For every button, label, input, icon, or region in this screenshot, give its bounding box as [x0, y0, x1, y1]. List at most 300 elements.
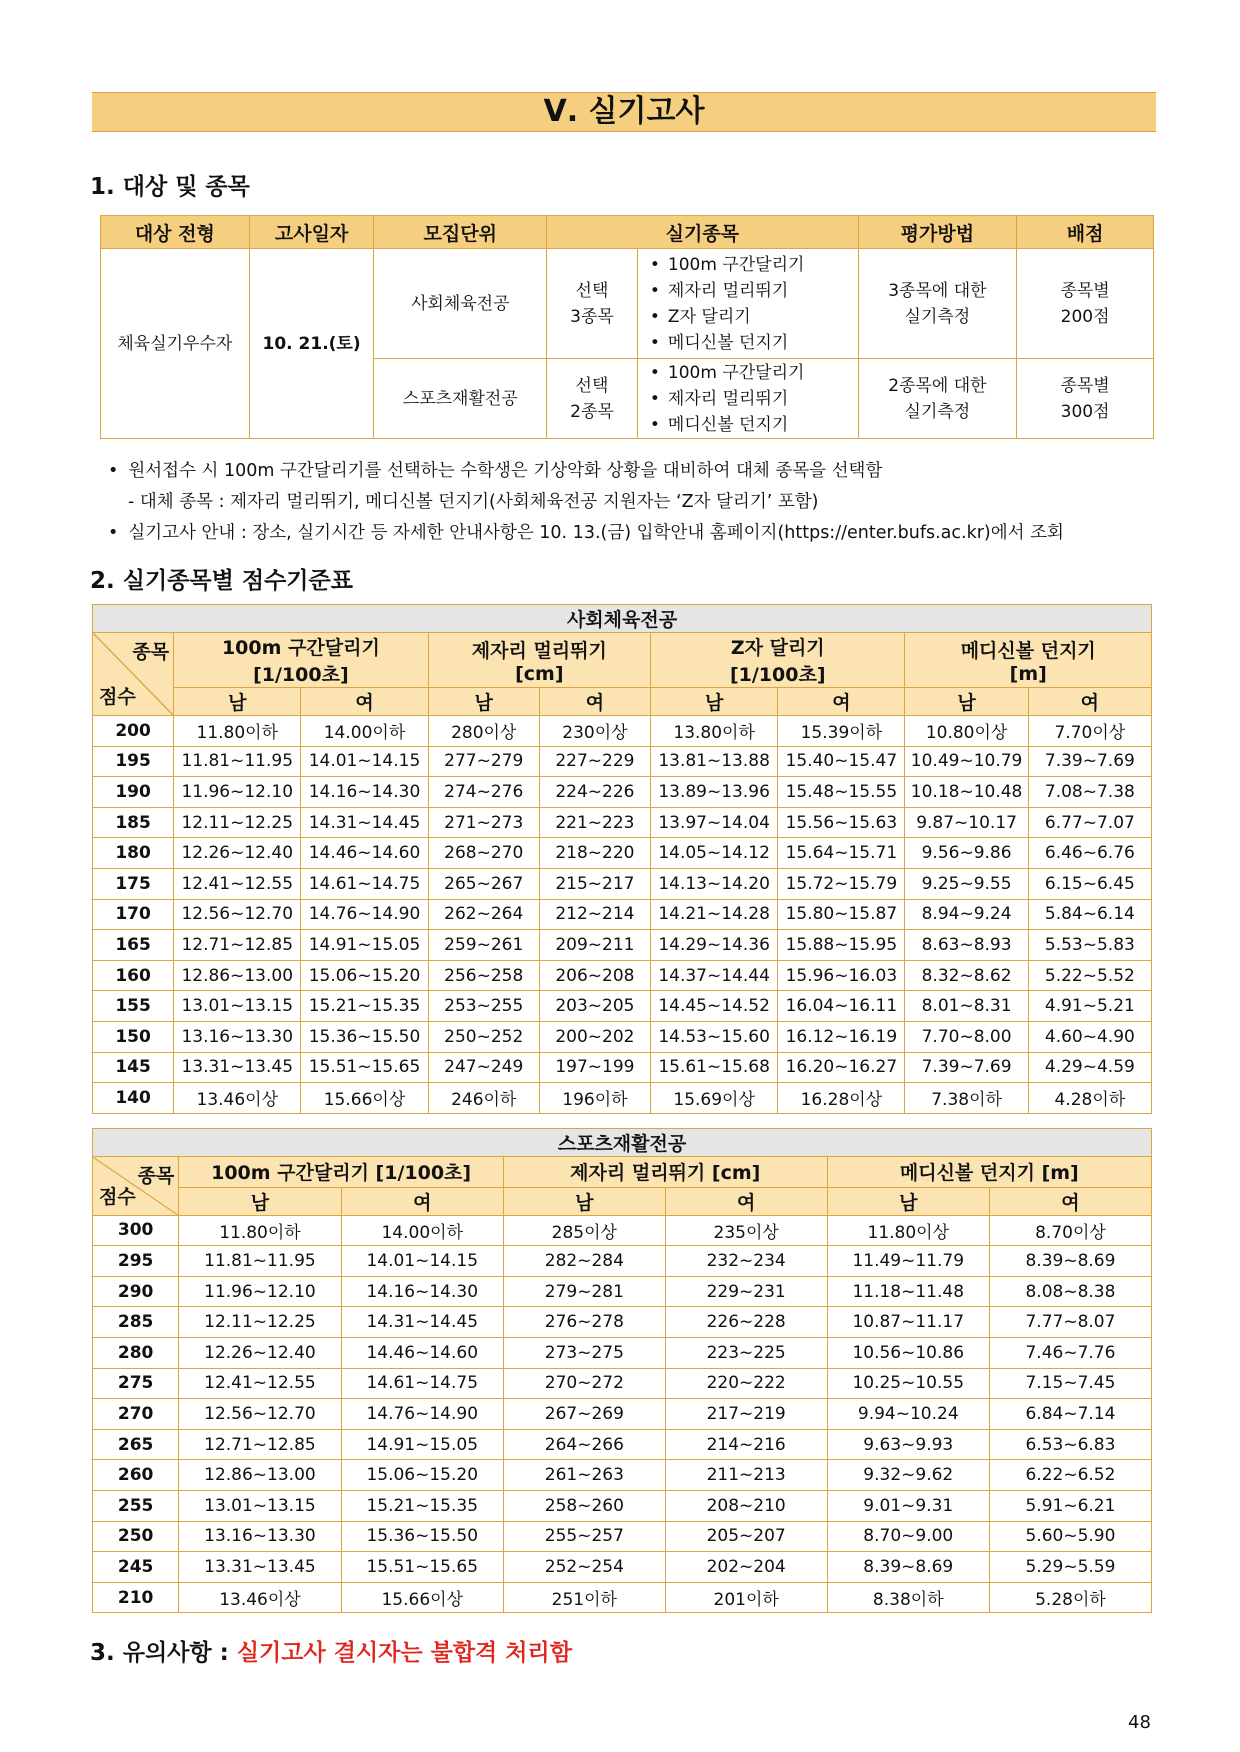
- criteria-cell: 9.87~10.17: [905, 807, 1028, 838]
- table-row: [93, 1582, 1152, 1613]
- score-cell: 260: [93, 1460, 179, 1491]
- score-cell: 255: [93, 1490, 179, 1521]
- event-item: • 100m 구간달리기: [650, 360, 858, 386]
- criteria-cell: 14.05~14.12: [651, 838, 778, 869]
- score-cell: 180: [93, 838, 174, 869]
- criteria-cell: 280이상: [428, 716, 539, 747]
- score-cell: 295: [93, 1246, 179, 1277]
- criteria-cell: 7.77~8.07: [989, 1307, 1151, 1338]
- table-row: [93, 1052, 1152, 1083]
- points-text: 종목별: [1060, 375, 1110, 396]
- note-item: • 원서접수 시 100m 구간달리기를 선택하는 수학생은 기상악화 상황을 대비하여 대체 종목을 선택함: [108, 456, 1064, 487]
- score-table-rehab: [92, 1128, 1152, 1613]
- table-row: [93, 899, 1152, 930]
- criteria-cell: 15.80~15.87: [778, 899, 905, 930]
- criteria-cell: 14.31~14.45: [301, 807, 428, 838]
- score-cell: 195: [93, 746, 174, 777]
- criteria-cell: 14.13~14.20: [651, 868, 778, 899]
- criteria-cell: 13.46이상: [174, 1083, 301, 1114]
- note-item: • 실기고사 안내 : 장소, 실기시간 등 자세한 안내사항은 10. 13.(금) 입학안내 홈페이지(https://enter.bufs.ac.kr)에서 조회: [108, 518, 1064, 549]
- criteria-cell: 10.80이상: [905, 716, 1028, 747]
- table-row: [93, 1429, 1152, 1460]
- table-row: [93, 1399, 1152, 1430]
- criteria-cell: 9.56~9.86: [905, 838, 1028, 869]
- female-header: 여: [301, 688, 428, 716]
- male-header: 남: [174, 688, 301, 716]
- event-name: 메디신볼 던지기: [960, 639, 1096, 662]
- criteria-cell: 274~276: [428, 777, 539, 808]
- criteria-cell: 4.91~5.21: [1028, 991, 1151, 1022]
- event-name: 100m 구간달리기: [221, 637, 380, 659]
- score-rows: [93, 716, 1152, 1114]
- criteria-cell: 264~266: [503, 1429, 665, 1460]
- table-row: [93, 1552, 1152, 1583]
- header-cell: 실기종목: [547, 216, 858, 249]
- criteria-cell: 12.11~12.25: [174, 807, 301, 838]
- note-item: - 대체 종목 : 제자리 멀리뛰기, 메디신볼 던지기(사회체육전공 지원자는 ‘Z자 달리기’ 포함): [128, 492, 819, 512]
- criteria-cell: 255~257: [503, 1521, 665, 1552]
- criteria-cell: 223~225: [665, 1337, 827, 1368]
- notes: [108, 456, 1064, 549]
- table-row: [93, 838, 1152, 869]
- score-cell: 275: [93, 1368, 179, 1399]
- corner-event-label: 종목: [137, 1165, 175, 1187]
- criteria-cell: 4.60~4.90: [1028, 1021, 1151, 1052]
- criteria-cell: 262~264: [428, 899, 539, 930]
- criteria-cell: 16.12~16.19: [778, 1021, 905, 1052]
- target-cell: 체육실기우수자: [101, 249, 250, 439]
- criteria-cell: 11.80이상: [827, 1215, 989, 1246]
- female-header: 여: [341, 1187, 503, 1215]
- points-text: 300점: [1060, 401, 1110, 422]
- header-cell: 배점: [1017, 216, 1154, 249]
- score-cell: 200: [93, 716, 174, 747]
- sex-header-row: [93, 1187, 1152, 1215]
- criteria-cell: 251이하: [503, 1582, 665, 1613]
- criteria-cell: 12.26~12.40: [174, 838, 301, 869]
- score-cell: 290: [93, 1276, 179, 1307]
- criteria-cell: 15.88~15.95: [778, 930, 905, 961]
- female-header: 여: [989, 1187, 1151, 1215]
- criteria-cell: 14.61~14.75: [301, 868, 428, 899]
- table-row: [93, 1368, 1152, 1399]
- method-text: 실기측정: [904, 401, 971, 422]
- section1-heading: 1. 대상 및 종목: [90, 174, 250, 200]
- event-unit: [cm]: [515, 662, 564, 685]
- criteria-cell: 10.25~10.55: [827, 1368, 989, 1399]
- criteria-cell: 196이하: [539, 1083, 650, 1114]
- score-cell: 265: [93, 1429, 179, 1460]
- score-cell: 150: [93, 1021, 174, 1052]
- criteria-cell: 277~279: [428, 746, 539, 777]
- header-cell: 평가방법: [858, 216, 1017, 249]
- criteria-cell: 235이상: [665, 1215, 827, 1246]
- criteria-cell: 15.51~15.65: [341, 1552, 503, 1583]
- criteria-cell: 15.61~15.68: [651, 1052, 778, 1083]
- criteria-cell: 15.06~15.20: [341, 1460, 503, 1491]
- score-cell: 175: [93, 868, 174, 899]
- male-header: 남: [428, 688, 539, 716]
- male-header: 남: [827, 1187, 989, 1215]
- criteria-cell: 4.29~4.59: [1028, 1052, 1151, 1083]
- criteria-cell: 8.39~8.69: [827, 1552, 989, 1583]
- corner-score-label: 점수: [99, 1185, 136, 1208]
- criteria-cell: 265~267: [428, 868, 539, 899]
- method-text: 2종목에 대한: [888, 375, 987, 396]
- score-cell: 190: [93, 777, 174, 808]
- criteria-cell: 15.21~15.35: [301, 991, 428, 1022]
- score-cell: 300: [93, 1215, 179, 1246]
- criteria-cell: 259~261: [428, 930, 539, 961]
- criteria-cell: 14.53~15.60: [651, 1021, 778, 1052]
- criteria-cell: 14.91~15.05: [301, 930, 428, 961]
- score-table-sports: [92, 604, 1152, 1114]
- table-row: [93, 746, 1152, 777]
- criteria-cell: 10.49~10.79: [905, 746, 1028, 777]
- criteria-cell: 8.63~8.93: [905, 930, 1028, 961]
- criteria-cell: 15.72~15.79: [778, 868, 905, 899]
- criteria-cell: 16.28이상: [778, 1083, 905, 1114]
- criteria-cell: 6.84~7.14: [989, 1399, 1151, 1430]
- criteria-cell: 14.16~14.30: [341, 1276, 503, 1307]
- select-cell: [547, 249, 638, 359]
- criteria-cell: 7.70~8.00: [905, 1021, 1028, 1052]
- subject-table: [100, 215, 1154, 439]
- criteria-cell: 253~255: [428, 991, 539, 1022]
- criteria-cell: 9.01~9.31: [827, 1490, 989, 1521]
- criteria-cell: 7.70이상: [1028, 716, 1151, 747]
- criteria-cell: 14.31~14.45: [341, 1307, 503, 1338]
- criteria-cell: 5.60~5.90: [989, 1521, 1151, 1552]
- criteria-cell: 285이상: [503, 1215, 665, 1246]
- criteria-cell: 15.69이상: [651, 1083, 778, 1114]
- event-header: [428, 633, 650, 688]
- criteria-cell: 247~249: [428, 1052, 539, 1083]
- event-name: Z자 달리기: [730, 637, 825, 659]
- table-row: [93, 930, 1152, 961]
- criteria-cell: 11.81~11.95: [179, 1246, 341, 1277]
- criteria-cell: 8.70이상: [989, 1215, 1151, 1246]
- criteria-cell: 15.64~15.71: [778, 838, 905, 869]
- section3-heading: [90, 1634, 572, 1667]
- criteria-cell: 8.01~8.31: [905, 991, 1028, 1022]
- male-header: 남: [905, 688, 1028, 716]
- criteria-cell: 15.96~16.03: [778, 960, 905, 991]
- criteria-cell: 16.20~16.27: [778, 1052, 905, 1083]
- criteria-cell: 7.46~7.76: [989, 1337, 1151, 1368]
- criteria-cell: 212~214: [539, 899, 650, 930]
- score-cell: 170: [93, 899, 174, 930]
- page-title: Ⅴ. 실기고사: [92, 92, 1156, 132]
- criteria-cell: 15.36~15.50: [301, 1021, 428, 1052]
- criteria-cell: 7.38이하: [905, 1083, 1028, 1114]
- criteria-cell: 14.45~14.52: [651, 991, 778, 1022]
- criteria-cell: 12.56~12.70: [174, 899, 301, 930]
- table-row: [93, 1246, 1152, 1277]
- criteria-cell: 11.81~11.95: [174, 746, 301, 777]
- criteria-cell: 14.76~14.90: [301, 899, 428, 930]
- table-row: [93, 716, 1152, 747]
- event-header-row: [93, 1157, 1152, 1188]
- criteria-cell: 8.08~8.38: [989, 1276, 1151, 1307]
- criteria-cell: 12.41~12.55: [179, 1368, 341, 1399]
- criteria-cell: 13.80이하: [651, 716, 778, 747]
- points-text: 200점: [1060, 306, 1110, 327]
- table-row: [93, 1215, 1152, 1246]
- criteria-cell: 5.22~5.52: [1028, 960, 1151, 991]
- criteria-cell: 12.86~13.00: [174, 960, 301, 991]
- criteria-cell: 15.36~15.50: [341, 1521, 503, 1552]
- criteria-cell: 11.49~11.79: [827, 1246, 989, 1277]
- criteria-cell: 14.46~14.60: [301, 838, 428, 869]
- unit-cell: 스포츠재활전공: [374, 359, 547, 439]
- criteria-cell: 5.91~6.21: [989, 1490, 1151, 1521]
- criteria-cell: 10.87~11.17: [827, 1307, 989, 1338]
- criteria-cell: 15.51~15.65: [301, 1052, 428, 1083]
- criteria-cell: 15.66이상: [301, 1083, 428, 1114]
- score-cell: 185: [93, 807, 174, 838]
- criteria-cell: 6.22~6.52: [989, 1460, 1151, 1491]
- criteria-cell: 221~223: [539, 807, 650, 838]
- event-header: 100m 구간달리기 [1/100초]: [179, 1157, 504, 1188]
- score-cell: 210: [93, 1582, 179, 1613]
- criteria-cell: 13.01~13.15: [179, 1490, 341, 1521]
- criteria-cell: 13.46이상: [179, 1582, 341, 1613]
- criteria-cell: 215~217: [539, 868, 650, 899]
- criteria-cell: 208~210: [665, 1490, 827, 1521]
- method-cell: [858, 249, 1017, 359]
- criteria-cell: 206~208: [539, 960, 650, 991]
- score-cell: 145: [93, 1052, 174, 1083]
- table-row: [93, 991, 1152, 1022]
- criteria-cell: 13.16~13.30: [179, 1521, 341, 1552]
- event-item: • 제자리 멀리뛰기: [650, 386, 858, 412]
- select-count: 3종목: [570, 306, 614, 327]
- caution-label: 3. 유의사항 :: [90, 1640, 229, 1666]
- criteria-cell: 197~199: [539, 1052, 650, 1083]
- criteria-cell: 13.89~13.96: [651, 777, 778, 808]
- criteria-cell: 271~273: [428, 807, 539, 838]
- criteria-cell: 227~229: [539, 746, 650, 777]
- criteria-cell: 218~220: [539, 838, 650, 869]
- criteria-cell: 15.48~15.55: [778, 777, 905, 808]
- criteria-cell: 15.40~15.47: [778, 746, 905, 777]
- criteria-cell: 14.16~14.30: [301, 777, 428, 808]
- criteria-cell: 261~263: [503, 1460, 665, 1491]
- criteria-cell: 270~272: [503, 1368, 665, 1399]
- criteria-cell: 8.94~9.24: [905, 899, 1028, 930]
- table-row: [93, 1021, 1152, 1052]
- score-cell: 245: [93, 1552, 179, 1583]
- criteria-cell: 279~281: [503, 1276, 665, 1307]
- table-row: [93, 1521, 1152, 1552]
- criteria-cell: 14.61~14.75: [341, 1368, 503, 1399]
- criteria-cell: 11.18~11.48: [827, 1276, 989, 1307]
- event-header: 제자리 멀리뛰기 [cm]: [503, 1157, 827, 1188]
- criteria-cell: 14.21~14.28: [651, 899, 778, 930]
- select-cell: [547, 359, 638, 439]
- criteria-cell: 15.66이상: [341, 1582, 503, 1613]
- score-cell: 270: [93, 1399, 179, 1430]
- corner-score-label: 점수: [99, 686, 136, 708]
- table-row: [93, 1083, 1152, 1114]
- female-header: 여: [665, 1187, 827, 1215]
- criteria-cell: 9.94~10.24: [827, 1399, 989, 1430]
- criteria-cell: 5.53~5.83: [1028, 930, 1151, 961]
- criteria-cell: 282~284: [503, 1246, 665, 1277]
- criteria-cell: 9.63~9.93: [827, 1429, 989, 1460]
- criteria-cell: 14.01~14.15: [301, 746, 428, 777]
- score-rows: [93, 1215, 1152, 1613]
- criteria-cell: 12.41~12.55: [174, 868, 301, 899]
- criteria-cell: 13.31~13.45: [179, 1552, 341, 1583]
- score-cell: 280: [93, 1337, 179, 1368]
- criteria-cell: 7.39~7.69: [905, 1052, 1028, 1083]
- table-row: [93, 1490, 1152, 1521]
- table-row: [93, 868, 1152, 899]
- criteria-cell: 9.25~9.55: [905, 868, 1028, 899]
- criteria-cell: 211~213: [665, 1460, 827, 1491]
- header-cell: 고사일자: [249, 216, 374, 249]
- criteria-cell: 10.56~10.86: [827, 1337, 989, 1368]
- criteria-cell: 11.96~12.10: [174, 777, 301, 808]
- criteria-cell: 14.91~15.05: [341, 1429, 503, 1460]
- table-row: [93, 1337, 1152, 1368]
- method-cell: [858, 359, 1017, 439]
- score-cell: 160: [93, 960, 174, 991]
- criteria-cell: 9.32~9.62: [827, 1460, 989, 1491]
- criteria-cell: 273~275: [503, 1337, 665, 1368]
- criteria-cell: 267~269: [503, 1399, 665, 1430]
- score-cell: 155: [93, 991, 174, 1022]
- select-count: 선택: [575, 280, 609, 301]
- table-row: [93, 1460, 1152, 1491]
- criteria-cell: 15.06~15.20: [301, 960, 428, 991]
- criteria-cell: 201이하: [665, 1582, 827, 1613]
- event-item: • 메디신볼 던지기: [650, 412, 858, 438]
- unit-cell: 사회체육전공: [374, 249, 547, 359]
- select-count: 선택: [575, 375, 609, 396]
- criteria-cell: 226~228: [665, 1307, 827, 1338]
- table-title: 스포츠재활전공: [93, 1129, 1152, 1157]
- select-count: 2종목: [570, 401, 614, 422]
- male-header: 남: [651, 688, 778, 716]
- criteria-cell: 250~252: [428, 1021, 539, 1052]
- criteria-cell: 7.15~7.45: [989, 1368, 1151, 1399]
- male-header: 남: [503, 1187, 665, 1215]
- criteria-cell: 258~260: [503, 1490, 665, 1521]
- event-unit: [1/100초]: [729, 664, 826, 686]
- table-row: [93, 777, 1152, 808]
- event-item: • 메디신볼 던지기: [650, 330, 858, 356]
- table-row: [93, 807, 1152, 838]
- criteria-cell: 8.39~8.69: [989, 1246, 1151, 1277]
- criteria-cell: 13.01~13.15: [174, 991, 301, 1022]
- criteria-cell: 15.39이하: [778, 716, 905, 747]
- criteria-cell: 11.80이하: [179, 1215, 341, 1246]
- table-row: [101, 249, 1154, 359]
- criteria-cell: 4.28이하: [1028, 1083, 1151, 1114]
- criteria-cell: 6.53~6.83: [989, 1429, 1151, 1460]
- criteria-cell: 205~207: [665, 1521, 827, 1552]
- table-row: [93, 1276, 1152, 1307]
- criteria-cell: 5.84~6.14: [1028, 899, 1151, 930]
- criteria-cell: 6.46~6.76: [1028, 838, 1151, 869]
- criteria-cell: 5.28이하: [989, 1582, 1151, 1613]
- section2-heading: 2. 실기종목별 점수기준표: [90, 568, 353, 594]
- table-row: [93, 960, 1152, 991]
- criteria-cell: 8.32~8.62: [905, 960, 1028, 991]
- criteria-cell: 203~205: [539, 991, 650, 1022]
- corner-event-label: 종목: [132, 641, 170, 663]
- criteria-cell: 14.76~14.90: [341, 1399, 503, 1430]
- criteria-cell: 15.21~15.35: [341, 1490, 503, 1521]
- criteria-cell: 6.77~7.07: [1028, 807, 1151, 838]
- criteria-cell: 15.56~15.63: [778, 807, 905, 838]
- criteria-cell: 224~226: [539, 777, 650, 808]
- score-cell: 140: [93, 1083, 174, 1114]
- page-number: 48: [1128, 1712, 1151, 1733]
- criteria-cell: 12.71~12.85: [179, 1429, 341, 1460]
- female-header: 여: [539, 688, 650, 716]
- event-header: 메디신볼 던지기 [m]: [827, 1157, 1151, 1188]
- corner-cell: [93, 1157, 179, 1216]
- criteria-cell: 268~270: [428, 838, 539, 869]
- event-unit: [1/100초]: [253, 664, 349, 686]
- criteria-cell: 256~258: [428, 960, 539, 991]
- event-item: • 제자리 멀리뛰기: [650, 278, 858, 304]
- event-header: [174, 633, 428, 688]
- criteria-cell: 12.26~12.40: [179, 1337, 341, 1368]
- criteria-cell: 7.39~7.69: [1028, 746, 1151, 777]
- events-cell: [637, 249, 858, 359]
- criteria-cell: 14.46~14.60: [341, 1337, 503, 1368]
- header-cell: 모집단위: [374, 216, 547, 249]
- criteria-cell: 200~202: [539, 1021, 650, 1052]
- criteria-cell: 252~254: [503, 1552, 665, 1583]
- event-item: • 100m 구간달리기: [650, 252, 858, 278]
- event-name: 제자리 멀리뛰기: [471, 639, 607, 662]
- sex-header-row: [93, 688, 1152, 716]
- criteria-cell: 217~219: [665, 1399, 827, 1430]
- criteria-cell: 13.97~14.04: [651, 807, 778, 838]
- criteria-cell: 14.00이하: [301, 716, 428, 747]
- criteria-cell: 229~231: [665, 1276, 827, 1307]
- criteria-cell: 230이상: [539, 716, 650, 747]
- score-cell: 250: [93, 1521, 179, 1552]
- criteria-cell: 12.56~12.70: [179, 1399, 341, 1430]
- criteria-cell: 13.31~13.45: [174, 1052, 301, 1083]
- date-cell: 10. 21.(토): [249, 249, 374, 439]
- header-cell: 대상 전형: [101, 216, 250, 249]
- female-header: 여: [1028, 688, 1151, 716]
- criteria-cell: 10.18~10.48: [905, 777, 1028, 808]
- criteria-cell: 14.37~14.44: [651, 960, 778, 991]
- criteria-cell: 246이하: [428, 1083, 539, 1114]
- score-cell: 165: [93, 930, 174, 961]
- event-header-row: [93, 633, 1152, 688]
- subject-table-header: [101, 216, 1154, 249]
- criteria-cell: 14.01~14.15: [341, 1246, 503, 1277]
- criteria-cell: 16.04~16.11: [778, 991, 905, 1022]
- criteria-cell: 7.08~7.38: [1028, 777, 1151, 808]
- criteria-cell: 8.38이하: [827, 1582, 989, 1613]
- criteria-cell: 12.86~13.00: [179, 1460, 341, 1491]
- event-header: [651, 633, 905, 688]
- criteria-cell: 13.16~13.30: [174, 1021, 301, 1052]
- criteria-cell: 8.70~9.00: [827, 1521, 989, 1552]
- criteria-cell: 6.15~6.45: [1028, 868, 1151, 899]
